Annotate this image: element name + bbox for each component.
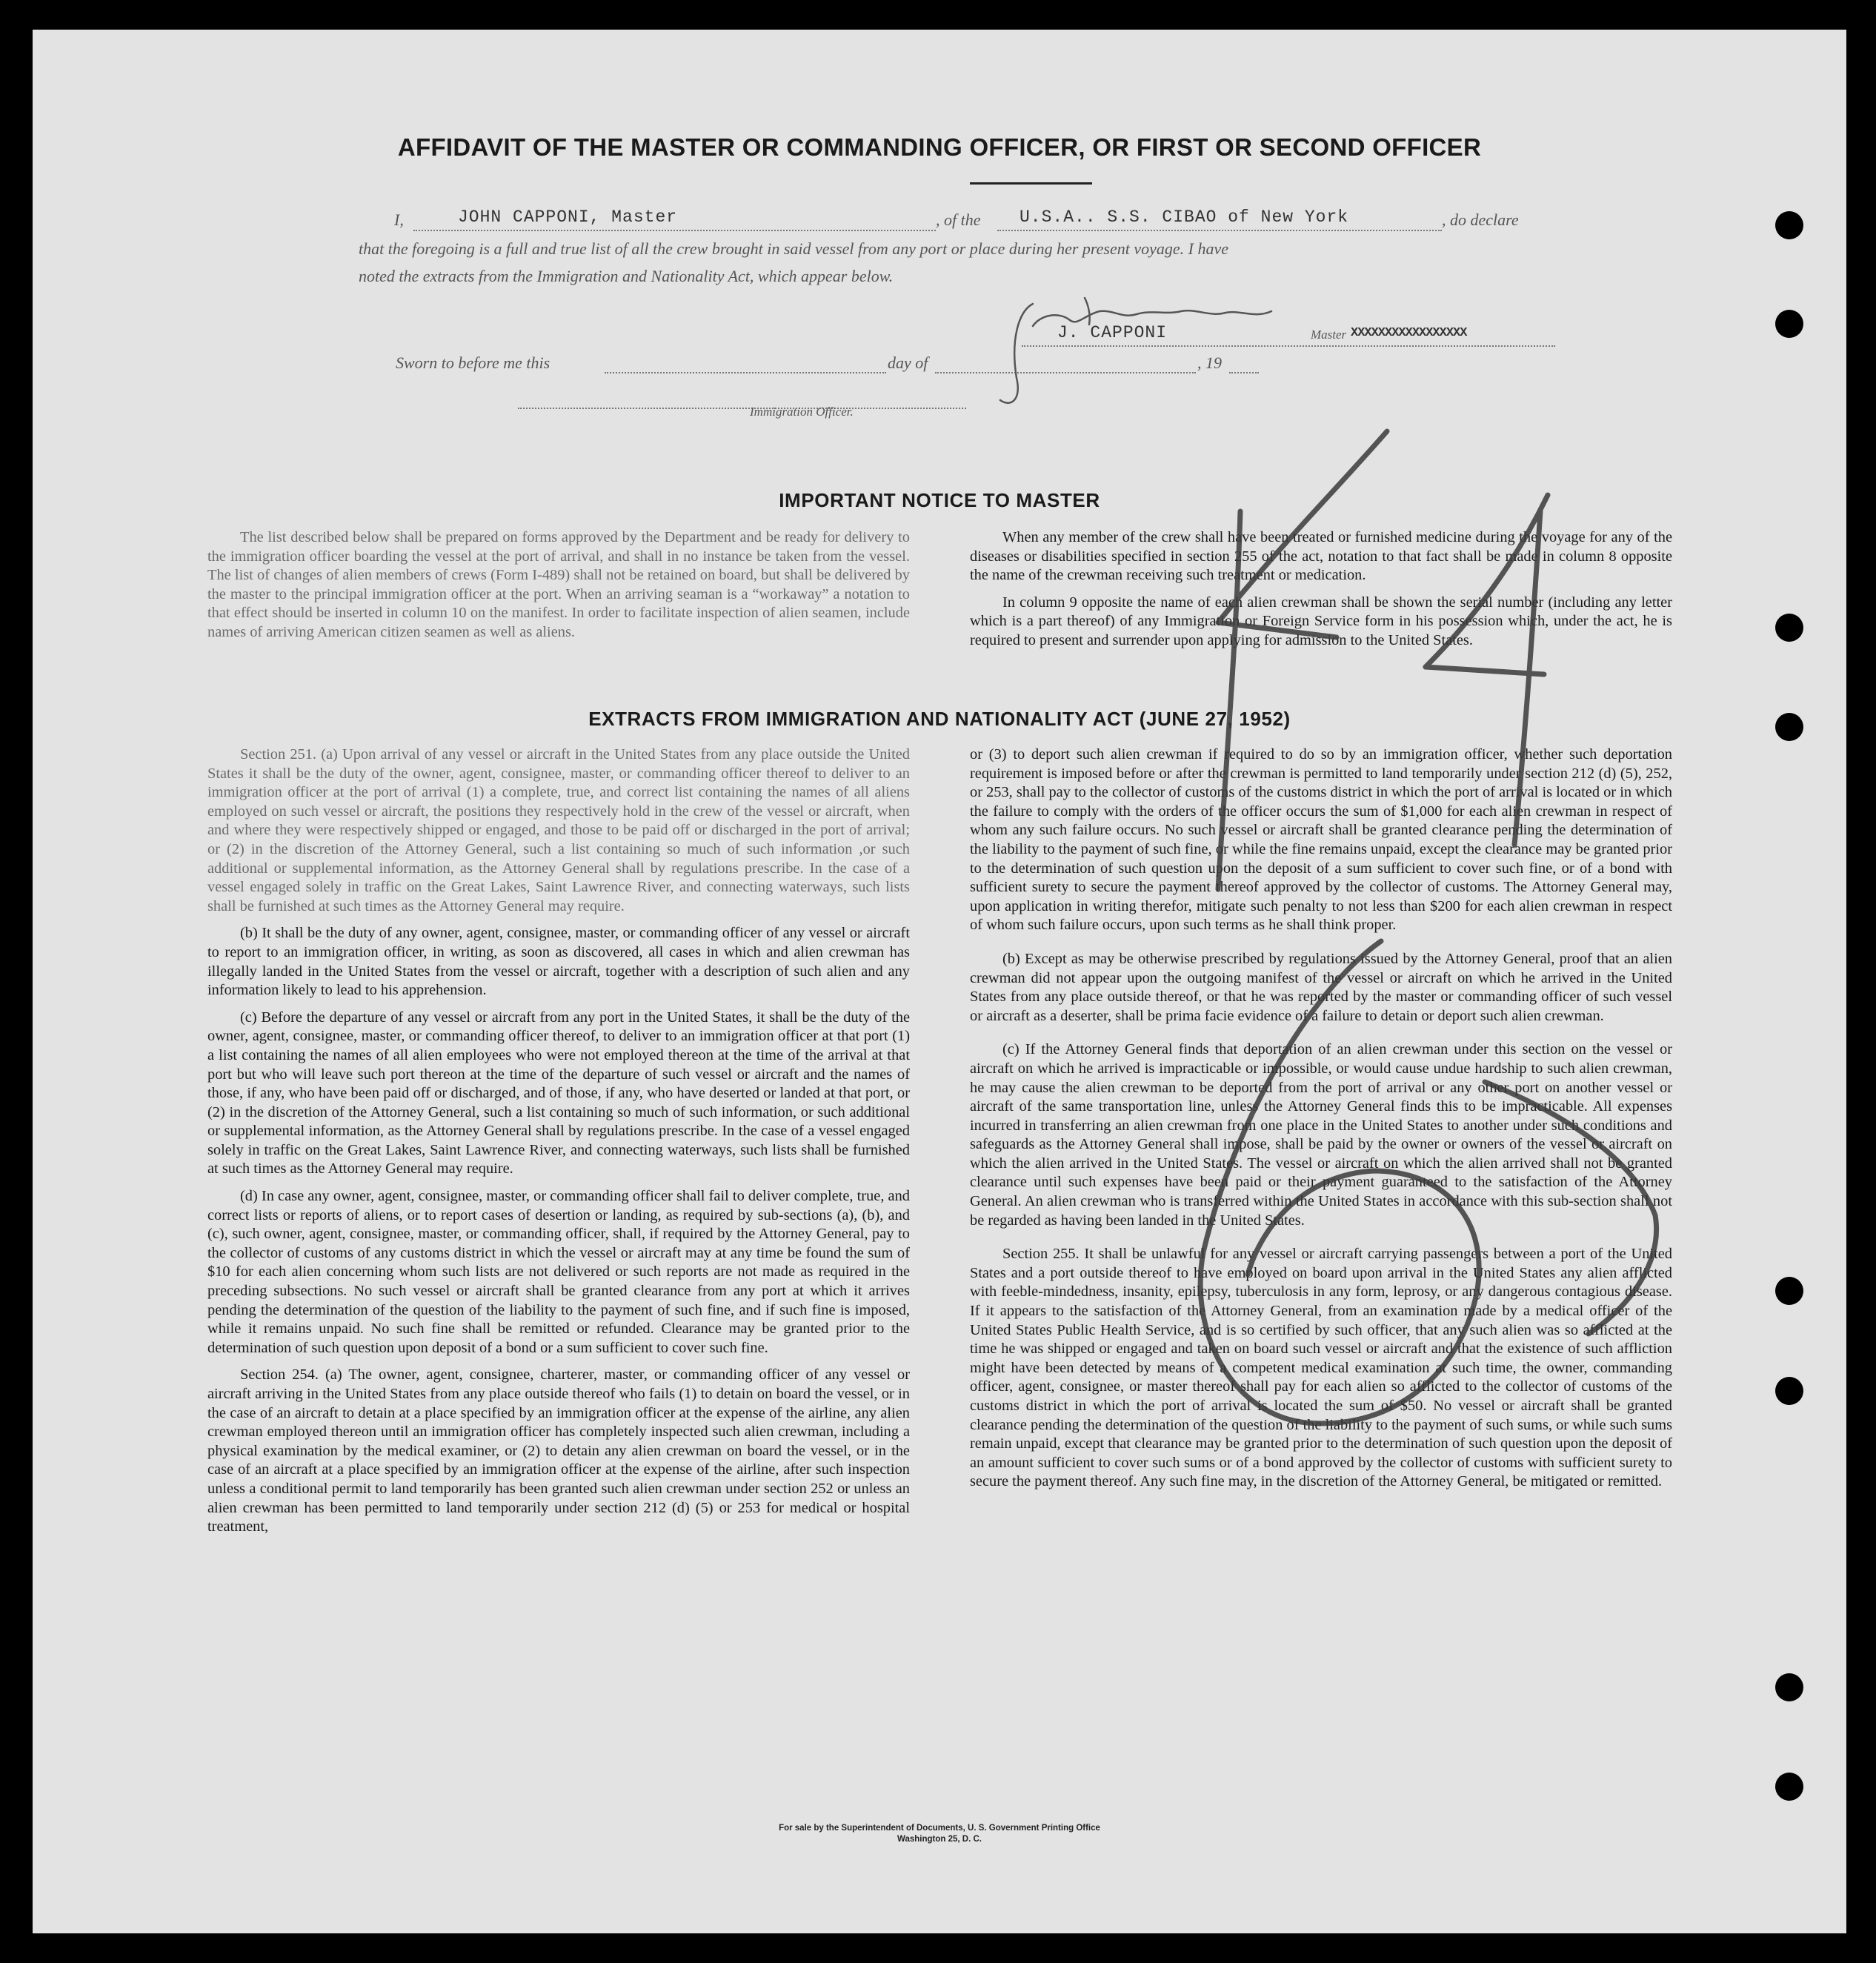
handwritten-marks — [33, 30, 1846, 1933]
section-251b: (b) It shall be the duty of any owner, agent, consignee, master, or commanding officer of any vessel or aircraft to report to an immigration officer, in writing, as soon as discovered, all cases in which and alien crewman has illegally landed in the United States from the vessel or aircraft, together with a description of such alien and any information likely to lead to his apprehension. — [207, 925, 910, 999]
punch-hole — [1775, 713, 1803, 741]
section-254a-continued: or (3) to deport such alien crewman if required to do so by an immigration officer, whether such deportation requirement is imposed before or after the crewman is permitted to land temporarily under section 212 (d) (5), 252, or 253, shall pay to the collector of customs of the customs district in which the port of arrival is located or in which the failure to comply with the orders of the officer occurs the sum of $1,000 for each alien crewman in respect of whom any such failure occurs. No such vessel or aircraft shall be granted clearance pending the determination of the liability to the payment of such fine, or while the fine remains unpaid, except the clearance may be granted prior to the determination of such question upon the deposit of a sum sufficient to cover such fine, or of a bond with sufficient surety to secure the payment thereof approved by the collector of customs. The Attorney General may, upon application in writing therefor, mitigate such penalty to not less than $200 for each alien crewman in respect of whom such failure occurs, upon such terms as he shall think proper. — [970, 746, 1672, 934]
notice-heading: IMPORTANT NOTICE TO MASTER — [779, 489, 1100, 511]
pencil-number-marks — [1200, 431, 1656, 1424]
vessel-name: U.S.A.. S.S. CIBAO of New York — [1020, 207, 1349, 227]
do-declare-label: , do declare — [1442, 210, 1519, 229]
section-254b: (b) Except as may be otherwise prescribed by regulations issued by the Attorney General, proof that an alien crewman did not appear upon the outgoing manifest of the vessel or aircraft on which he arrived in the United States from any place outside thereof, or that he was reported by the master or commanding officer of such vessel or aircraft as a deserter, shall be prima facie evidence of a failure to detain or deport such alien crewman. — [970, 950, 1672, 1024]
section-251d: (d) In case any owner, agent, consignee, master, or commanding officer shall fail to deliver complete, true, and correct lists or reports of aliens, or to report cases of desertion or landing, as required by sub-sections (a), (b), and (c), such owner, agent, consignee, master, or commanding officer, shall, if required by the Attorney General, pay to the collector of customs of any customs district in which the vessel or aircraft may at any time be found the sum of $10 for each alien concerning whom such lists are not delivered or such reports are not made as required in the preceding subsections. No such vessel or aircraft shall be granted clearance from any port at which it arrives pending the determination of the question of the liability to the payment of such fine, and if such fine is imposed, while it remains unpaid. No such fine shall be remitted or refunded. Clearance may be granted prior to the determination of such question upon deposit of a bond or a sum sufficient to cover such fine. — [207, 1188, 910, 1356]
punch-hole — [1775, 1773, 1803, 1801]
section-254a: Section 254. (a) The owner, agent, consignee, charterer, master, or commanding officer of any vessel or aircraft arriving in the United States from any place outside thereof who fails (1) to detain on board the vessel, or in the case of an aircraft to detain at a place specified by an immigration officer at the expense of the airline, any alien crewman employed thereon until an immigration officer has completely inspected such alien crewman, including a physical examination by the medical examiner, or (2) to detain any alien crewman on board the vessel, or in the case of an aircraft at a place specified by an immigration officer at the expense of the airline, after such inspection unless a conditional permit to land temporarily has been granted such alien crewman under section 252 or unless an alien crewman has been permitted to land temporarily under section 212 (d) (5) or 253 for medical or hospital treatment, — [207, 1366, 910, 1535]
officer-label: Immigration Officer. — [750, 405, 854, 419]
punch-hole — [1775, 211, 1803, 239]
master-label: Master — [1311, 328, 1347, 342]
declaration-line-3: noted the extracts from the Immigration and Nationality Act, which appear below. — [359, 267, 894, 285]
page-title: AFFIDAVIT OF THE MASTER OR COMMANDING OFFICER, OR FIRST OR SECOND OFFICER — [397, 133, 1482, 161]
year-label: , 19 — [1197, 353, 1222, 372]
day-of-label: day of — [888, 353, 928, 372]
document-page — [33, 30, 1846, 1933]
punch-hole — [1775, 1673, 1803, 1701]
declaration-prefix: I, — [394, 210, 404, 229]
punch-hole — [1775, 1377, 1803, 1405]
of-the-label: , of the — [936, 210, 981, 229]
section-254c: (c) If the Attorney General finds that deportation of an alien crewman under this section on the vessel or aircraft on which he arrived is impracticable or impossible, or would cause undue hardship to such alien crewman, he may cause the alien crewman to be deported from the port of arrival or any other port on another vessel or aircraft of the same transportation line, unless the Attorney General finds this to be impracticable. All expenses incurred in transferring an alien crewman from one place in the United States to another under such conditions and safeguards as the Attorney General shall impose, shall be paid by the owner or owners of the vessel or aircraft on which the alien arrived in the United States. The vessel or aircraft on which the alien arrived shall not be granted clearance until such expenses have been paid or their payment guaranteed to the satisfaction of the Attorney General. An alien crewman who is transferred within the United States in accordance with this sub-section shall not be regarded as having been landed in the United States. — [970, 1041, 1672, 1229]
extracts-heading: EXTRACTS FROM IMMIGRATION AND NATIONALITY ACT (JUNE 27, 1952) — [588, 708, 1291, 730]
punch-hole — [1775, 1277, 1803, 1305]
handwritten-signature — [1000, 298, 1271, 403]
section-255: Section 255. It shall be unlawful for any vessel or aircraft carrying passengers between a port of the United States and a port outside thereof to have employed on board upon arrival in the United States any alien afflicted with feeble-mindedness, insanity, epilepsy, tuberculosis in any form, leprosy, or any dangerous contagious disease. If it appears to the satisfaction of the Attorney General, from an examination made by a medical officer of the United States Public Health Service, and is so certified by such officer, that any such alien was so afflicted at the time he was shipped or engaged and taken on board such vessel or aircraft and that the existence of such affliction might have been detected by means of a competent medical examination at such time, the owner, commanding officer, agent, consignee, or master thereof shall pay for each alien so afflicted to the collector of customs of the customs district in which the port of arrival is located the sum of $50. No vessel or aircraft shall be granted clearance pending the determination of the question of the liability to the payment of such sums, or while such sums remain unpaid, except that clearance may be granted prior to the determination of such question upon the deposit of an amount sufficient to cover such sums or of a bond approved by the collector of customs with sufficient surety to secure the payment thereof. Any such fine may, in the discretion of the Attorney General, be mitigated or remitted. — [970, 1246, 1672, 1490]
notice-right-paragraph-2: In column 9 opposite the name of each alien crewman shall be shown the serial number (including any letter which is a part thereof) of any Immigration or Foreign Service form in his possession which, under the act, he is required to present and surrender upon applying for admission to the United States. — [970, 594, 1672, 648]
section-251c: (c) Before the departure of any vessel or aircraft from any port in the United States, it shall be the duty of the owner, agent, consignee, master, or commanding officer thereof, to deliver to an immigration officer at that port (1) a list containing the names of all alien employees who were not employed thereon at the time of the arrival at that port but who will leave such port thereon at the time of the departure of such vessel or aircraft and the names of those, if any, who have been paid off or discharged, and of those, if any, who have deserted or landed at that port, or (2) in the discretion of the Attorney General, such a list containing so much of such information, or such additional or supplemental information, as the Attorney General shall by regulations prescribe. In the case of a vessel engaged solely in traffic on the Great Lakes, Saint Lawrence River, and connecting waterways, such lists shall be furnished at such times as the Attorney General may require. — [207, 1009, 910, 1178]
struck-title: XXXXXXXXXXXXXXXXX — [1351, 326, 1467, 340]
master-name: JOHN CAPPONI, Master — [458, 207, 678, 227]
footer-line-1: For sale by the Superintendent of Documents, U. S. Government Printing Office — [779, 1824, 1100, 1833]
punch-hole — [1775, 614, 1803, 642]
punch-hole — [1775, 310, 1803, 338]
sworn-label: Sworn to before me this — [396, 353, 551, 372]
footer-line-2: Washington 25, D. C. — [897, 1835, 982, 1844]
notice-left-paragraph: The list described below shall be prepared on forms approved by the Department and be ready for delivery to the immigration officer boarding the vessel at the port of arrival, and shall in no instance be taken from the vessel. The list of changes of alien members of crews (Form I-489) shall not be retained on board, but shall be delivered by the master to the principal immigration officer at the port. When an arriving seaman is a “workaway” a notation to that effect should be inserted in column 10 on the manifest. In order to facilitate inspection of alien seamen, include names of arriving American citizen seamen as well as aliens. — [207, 529, 910, 640]
notice-right-paragraph-1: When any member of the crew shall have been treated or furnished medicine during the voyage for any of the diseases or disabilities specified in section 255 of the act, notation to that fact shall be made in column 8 opposite the name of the crewman receiving such treatment or medication. — [970, 529, 1672, 584]
typed-signature: J. CAPPONI — [1057, 323, 1168, 342]
section-251a: Section 251. (a) Upon arrival of any vessel or aircraft in the United States from any place outside the United States it shall be the duty of the owner, agent, consignee, master, or commanding officer thereof to deliver to an immigration officer at the port of arrival (1) a complete, true, and correct list containing the names of all aliens employed on such vessel or aircraft, the positions they respectively hold in the crew of the vessel or aircraft, when and where they were respectively shipped or engaged, and those to be paid off or discharged in the port of arrival; or (2) in the discretion of the Attorney General, such a list containing so much of such information ,or such additional or supplemental information, as the Attorney General shall by regulations prescribe. In the case of a vessel engaged solely in traffic on the Great Lakes, Saint Lawrence River, and connecting waterways, such lists shall be furnished at such times as the Attorney General may require. — [207, 746, 910, 914]
declaration-line-2: that the foregoing is a full and true list of all the crew brought in said vessel from any port or place during her present voyage. I have — [359, 239, 1229, 258]
